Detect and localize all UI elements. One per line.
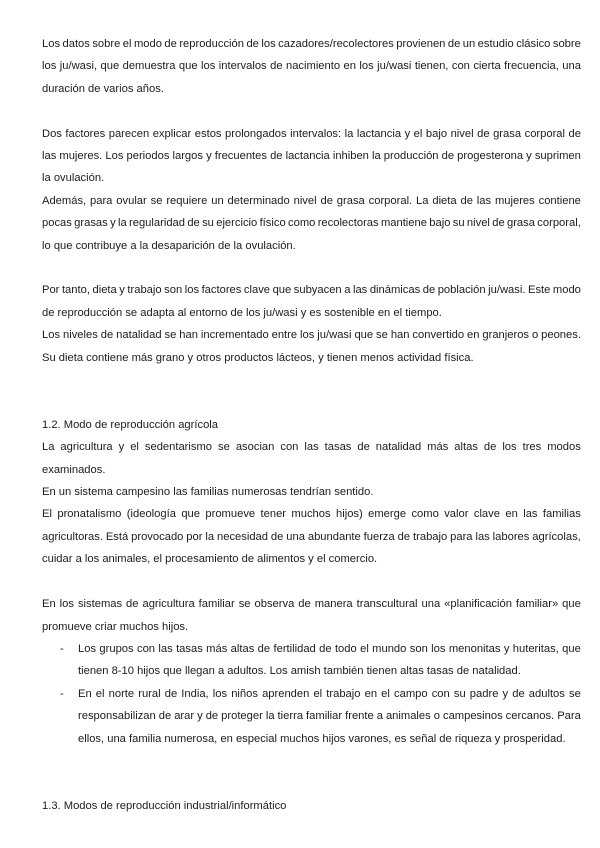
list-item <box>42 683 581 750</box>
text-line: promueve criar muchos hijos. <box>42 620 189 633</box>
list-dash: - <box>60 642 64 655</box>
text-line: ellos, una familia numerosa, en especial muchos hijos varones, es señal de riqueza y prosperidad. <box>78 732 566 745</box>
list-dash: - <box>60 687 64 700</box>
text-line: las mujeres. Los periodos largos y frecuentes de lactancia inhiben la producción de progesterona y suprimen <box>42 150 581 163</box>
paragraph-lactation <box>42 123 581 190</box>
text-line: Dos factores parecen explicar estos prolongados intervalos: la lactancia y el bajo nivel de grasa corporal de <box>42 127 581 140</box>
text-line: La agricultura y el sedentarismo se asocian con las tasas de natalidad más altas de los tres modos <box>42 441 581 454</box>
paragraph-agriculture <box>42 436 581 481</box>
text-line: Su dieta contiene más grano y otros productos lácteos, y tienen menos actividad física. <box>42 351 474 364</box>
paragraph-diet-work <box>42 279 581 324</box>
text-line: agricultoras. Está provocado por la necesidad de una abundante fuerza de trabajo para las labores agrícolas, <box>42 530 581 543</box>
text-line: la ovulación. <box>42 172 105 185</box>
text-line: Además, para ovular se requiere un determinado nivel de grasa corporal. La dieta de las mujeres contiene <box>42 194 581 207</box>
bullet-list <box>42 638 581 750</box>
section-heading-agricultural: 1.2. Modo de reproducción agrícola <box>42 418 219 431</box>
text-line: El pronatalismo (ideología que promueve tener muchos hijos) emerge como valor clave en las familias <box>42 508 581 521</box>
text-line: En un sistema campesino las familias numerosas tendrían sentido. <box>42 486 374 499</box>
text-line: examinados. <box>42 463 106 476</box>
text-line: de reproducción se adapta al entorno de los ju/wasi y es sostenible en el tiempo. <box>42 306 442 319</box>
paragraph-hunter-gatherers <box>42 33 581 100</box>
section-heading-industrial: 1.3. Modos de reproducción industrial/informático <box>42 799 287 812</box>
text-line: duración de varios años. <box>42 82 164 95</box>
text-line: responsabilizan de arar y de proteger la tierra familiar frente a animales o campesinos cercanos. Para <box>78 710 581 723</box>
text-line: Los grupos con las tasas más altas de fertilidad de todo el mundo son los menonitas y huteritas, que <box>78 642 581 655</box>
text-line: Por tanto, dieta y trabajo son los factores clave que subyacen a las dinámicas de población ju/wasi. Este modo <box>42 284 581 297</box>
text-line: lo que contribuye a la desaparición de la ovulación. <box>42 239 296 252</box>
text-line: Los datos sobre el modo de reproducción de los cazadores/recolectores provienen de un estudio clásico sobre <box>42 38 581 50</box>
document-page <box>42 33 581 817</box>
list-item <box>42 638 581 683</box>
text-line: tienen 8-10 hijos que llegan a adultos. Los amish también tienen altas tasas de natalidad. <box>78 665 521 678</box>
text-line: En los sistemas de agricultura familiar se observa de manera transcultural una «planificación familiar» que <box>42 598 581 611</box>
paragraph-natality-increase <box>42 324 581 369</box>
paragraph-pronatalism <box>42 503 581 570</box>
text-line: los ju/wasi, que demuestra que los intervalos de nacimiento en los ju/wasi tienen, con cierta frecuencia, una <box>42 60 581 73</box>
paragraph-family-planning <box>42 593 581 638</box>
text-line: cuidar a los animales, el procesamiento de alimentos y el comercio. <box>42 553 378 566</box>
text-line: Los niveles de natalidad se han incrementado entre los ju/wasi que se han convertido en granjeros o peones. <box>42 329 581 342</box>
paragraph-peasant-system <box>42 481 581 503</box>
paragraph-body-fat <box>42 190 581 257</box>
text-line: En el norte rural de India, los niños aprenden el trabajo en el campo con su padre y de adultos se <box>78 687 581 700</box>
text-line: pocas grasas y la regularidad de su ejercicio físico como recolectoras mantiene bajo su nivel de grasa corporal, <box>42 217 581 230</box>
